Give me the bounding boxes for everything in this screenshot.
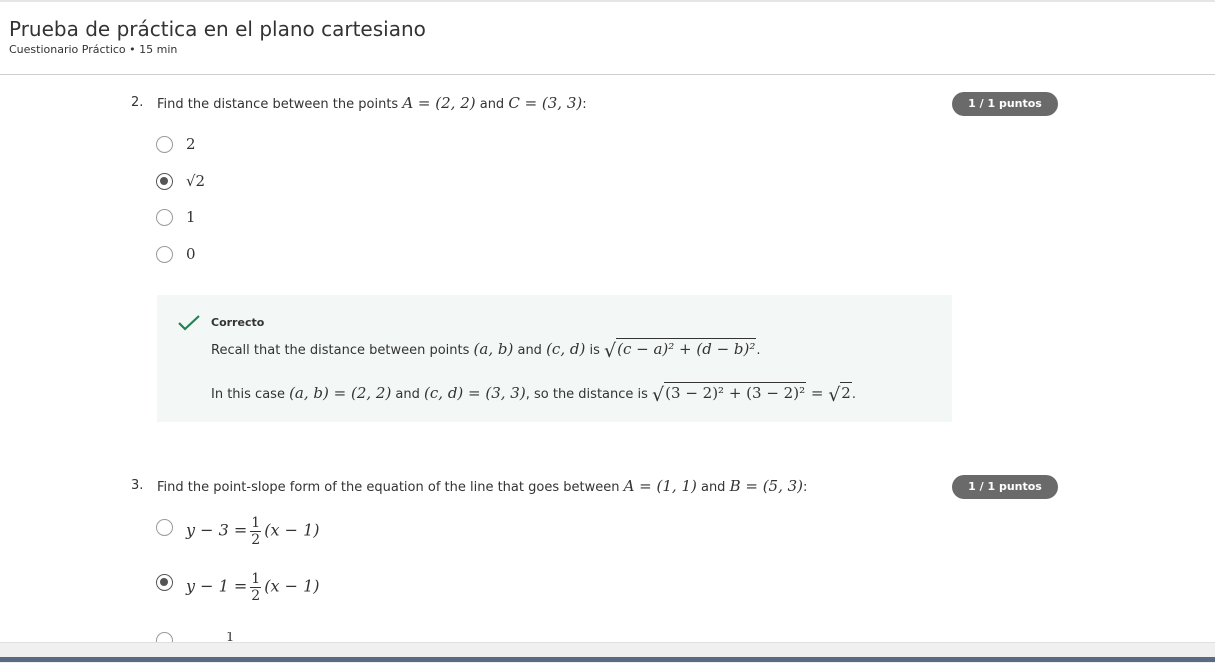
feedback-line-2	[211, 384, 856, 406]
feedback-text: .	[756, 343, 761, 358]
fraction-denominator: 2	[251, 532, 261, 548]
feedback-text: and	[513, 343, 547, 358]
fraction-numerator: 1	[251, 571, 261, 587]
feedback-text: In this case	[211, 387, 290, 402]
radio-button[interactable]	[156, 136, 173, 153]
math-point-c: C = (3, 3)	[508, 94, 583, 112]
fraction	[250, 571, 261, 604]
radio-button[interactable]	[156, 632, 173, 642]
answer-option[interactable]	[156, 571, 556, 614]
question-text	[157, 477, 807, 495]
feedback-text: Recall that the distance between points	[211, 343, 474, 358]
question-text-suffix: :	[803, 480, 808, 495]
question-number: 3.	[131, 478, 144, 493]
radio-button[interactable]	[156, 209, 173, 226]
fraction-denominator: 2	[251, 588, 261, 604]
feedback-line-1	[211, 340, 761, 362]
formula-radicand: (c − a)² + (d − b)²	[617, 340, 756, 358]
math-ab: (a, b)	[473, 340, 514, 358]
feedback-text: is	[585, 343, 604, 358]
taskbar-strip	[0, 657, 1215, 662]
result-radicand: 2	[841, 384, 851, 402]
answer-option[interactable]	[156, 136, 556, 158]
page-title: Prueba de práctica en el plano cartesiano	[9, 17, 426, 41]
feedback-text: and	[391, 387, 425, 402]
option-label: 2	[186, 135, 196, 153]
feedback-panel	[157, 295, 952, 422]
sqrt-result: √2	[828, 384, 851, 406]
question-text-and: and	[696, 480, 730, 495]
option-label: 0	[186, 245, 196, 263]
option-label	[186, 571, 319, 604]
question-text-and: and	[475, 97, 509, 112]
question-text-prefix: Find the distance between the points	[157, 97, 403, 112]
math-cd: (c, d)	[546, 340, 586, 358]
radio-button[interactable]	[156, 246, 173, 263]
partial-numerator: 1	[226, 632, 235, 642]
equation-rhs: (x − 1)	[264, 576, 320, 596]
equation-rhs: (x − 1)	[264, 520, 320, 540]
option-label: 1	[186, 208, 196, 226]
sqrt-formula: √(c − a)² + (d − b)²	[603, 340, 756, 362]
math-equals: =	[806, 384, 829, 402]
fraction-numerator: 1	[251, 515, 261, 531]
answer-option[interactable]	[156, 246, 556, 268]
radio-button[interactable]	[156, 519, 173, 536]
question-text-prefix: Find the point-slope form of the equation of the line that goes between	[157, 480, 624, 495]
answer-option-partial[interactable]	[156, 632, 556, 642]
page-subtitle: Cuestionario Práctico • 15 min	[9, 43, 178, 56]
answer-option[interactable]	[156, 173, 556, 195]
fraction	[250, 515, 261, 548]
math-point-b: B = (5, 3)	[729, 477, 804, 495]
score-badge: 1 / 1 puntos	[952, 92, 1058, 116]
math-eq2: (c, d) = (3, 3)	[424, 384, 526, 402]
page-header	[0, 2, 1215, 75]
score-badge: 1 / 1 puntos	[952, 475, 1058, 499]
feedback-text: , so the distance is	[525, 387, 653, 402]
formula-radicand: (3 − 2)² + (3 − 2)²	[665, 384, 806, 402]
answer-option[interactable]	[156, 209, 556, 231]
question-text-suffix: :	[582, 97, 587, 112]
sqrt-formula: √(3 − 2)² + (3 − 2)²	[652, 384, 806, 406]
question-text	[157, 94, 587, 112]
answer-option[interactable]	[156, 515, 556, 559]
option-label: √2	[186, 172, 206, 190]
equation-lhs: y − 3 =	[186, 520, 248, 540]
math-point-a: A = (1, 1)	[623, 477, 697, 495]
option-label	[186, 515, 319, 548]
equation-lhs: y − 1 =	[186, 576, 248, 596]
math-eq1: (a, b) = (2, 2)	[289, 384, 392, 402]
feedback-text: .	[851, 387, 856, 402]
question-number: 2.	[131, 95, 144, 110]
radio-button-selected[interactable]	[156, 173, 173, 190]
math-point-a: A = (2, 2)	[402, 94, 476, 112]
check-icon	[177, 314, 201, 332]
feedback-status: Correcto	[211, 316, 265, 329]
radio-button-selected[interactable]	[156, 574, 173, 591]
